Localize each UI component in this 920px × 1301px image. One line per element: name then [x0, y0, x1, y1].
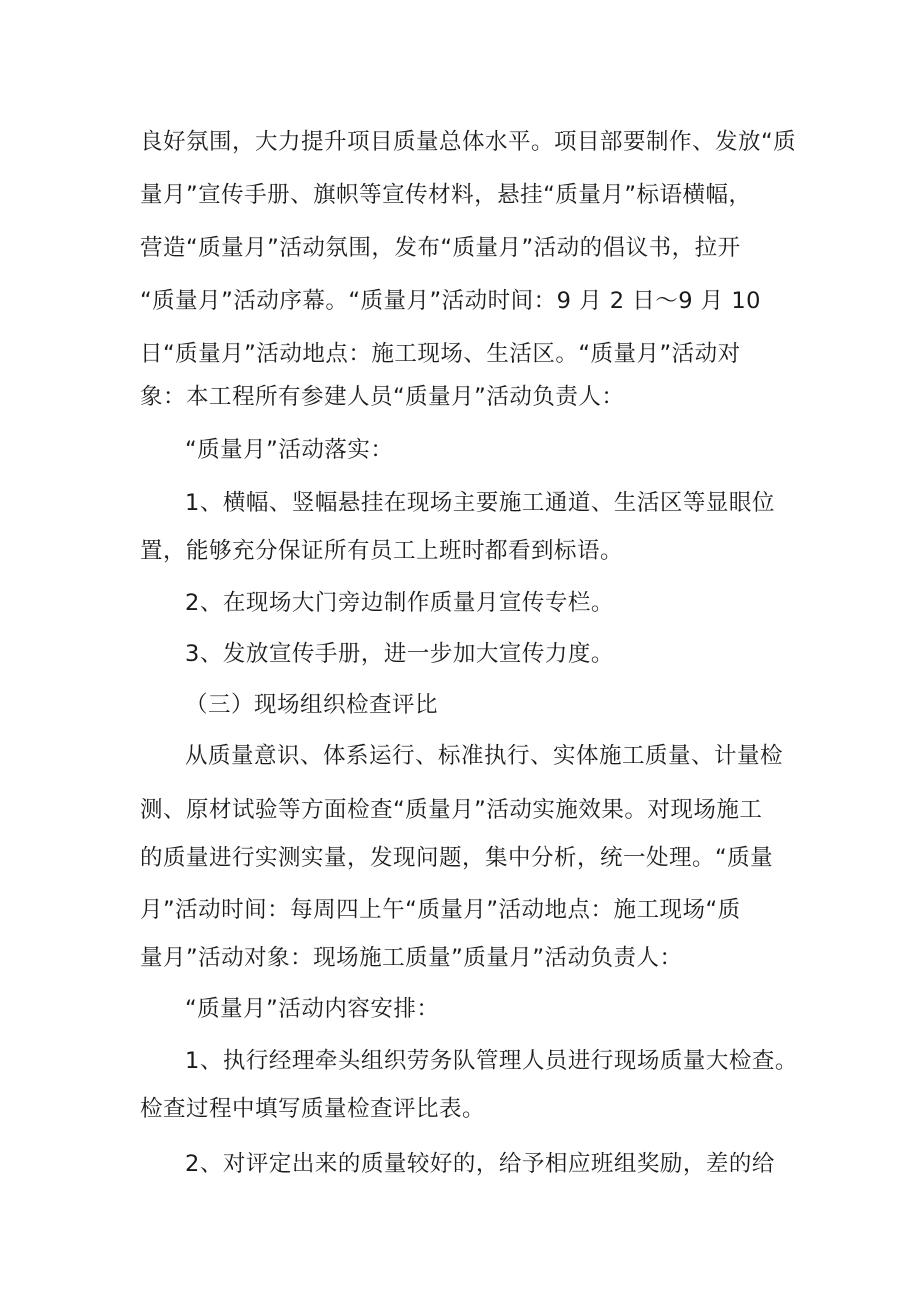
text-line: 从质量意识、体系运行、标准执行、实体施工质量、计量检: [185, 743, 784, 769]
list-item: 2、对评定出来的质量较好的，给予相应班组奖励，差的给: [185, 1151, 775, 1177]
text-line: 月”活动时间：每周四上午“质量月”活动地点：施工现场“质: [140, 897, 741, 923]
text-line: 良好氛围，大力提升项目质量总体水平。项目部要制作、发放“质: [140, 129, 797, 155]
text-line: 量月”宣传手册、旗帜等宣传材料，悬挂“质量月”标语横幅，: [140, 182, 752, 208]
text-line: 测、原材试验等方面检查“质量月”活动实施效果。对现场施工: [140, 797, 763, 823]
text-line: 量月”活动对象：现场施工质量”质量月”活动负责人：: [140, 945, 683, 971]
section-heading: （三）现场组织检查评比: [185, 692, 439, 718]
text-line: 的质量进行实测实量，发现问题，集中分析，统一处理。“质量: [140, 845, 774, 871]
subheading: “质量月”活动落实：: [185, 437, 394, 463]
text-line: 检查过程中填写质量检查评比表。: [140, 1096, 486, 1122]
list-item: 3、发放宣传手册，进一步加大宣传力度。: [185, 641, 614, 667]
text-line: 置，能够充分保证所有员工上班时都看到标语。: [140, 538, 624, 564]
list-item: 2、在现场大门旁边制作质量月宣传专栏。: [185, 590, 614, 616]
text-line: 日“质量月”活动地点：施工现场、生活区。“质量月”活动对: [140, 341, 741, 367]
text-line: 营造“质量月”活动氛围，发布“质量月”活动的倡议书，拉开: [140, 235, 741, 261]
text-line: 象：本工程所有参建人员“质量月”活动负责人：: [140, 384, 625, 410]
subheading: “质量月”活动内容安排：: [185, 996, 440, 1022]
list-item: 1、执行经理牵头组织劳务队管理人员进行现场质量大检查。: [185, 1048, 798, 1074]
text-line: “质量月”活动序幕。“质量月”活动时间：9 月 2 日～9 月 10: [140, 288, 761, 314]
list-item: 1、横幅、竖幅悬挂在现场主要施工通道、生活区等显眼位: [185, 490, 775, 516]
